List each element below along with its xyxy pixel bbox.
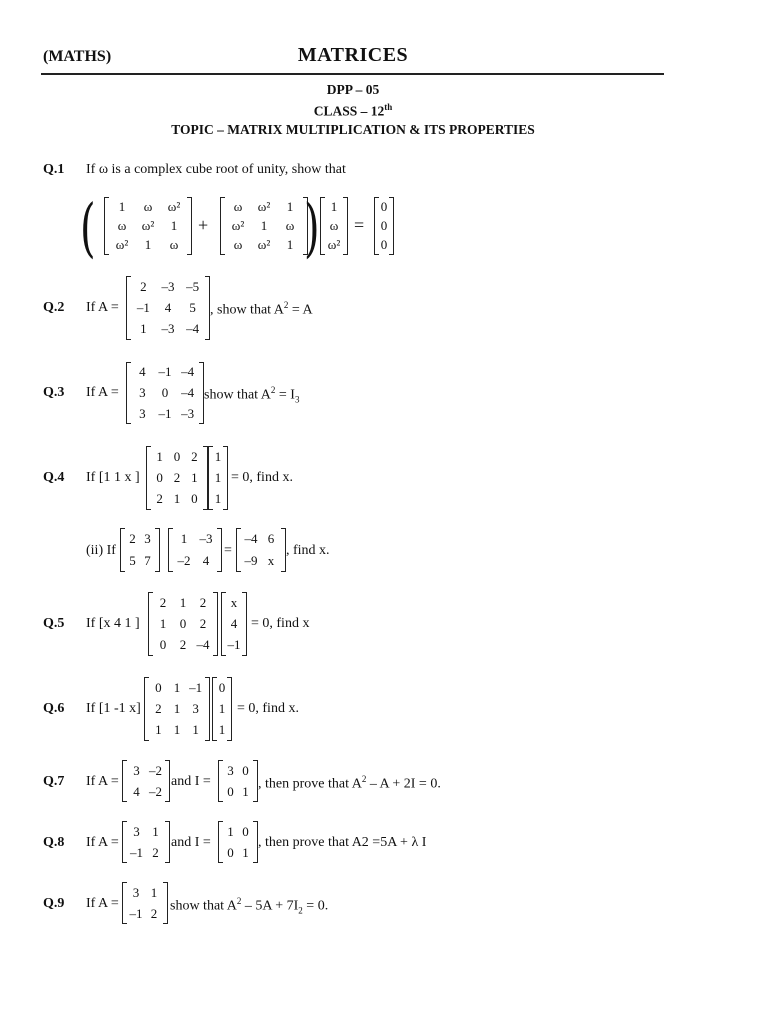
question-text: = 0, find x <box>251 616 310 631</box>
matrix-cell: –1 <box>130 844 143 860</box>
matrix-cell: 0 <box>191 491 198 507</box>
text-part: – A + 2I = 0. <box>366 776 441 792</box>
matrix-cell: –1 <box>129 905 143 921</box>
matrix-cell: –1 <box>158 405 172 421</box>
bracket-right <box>227 677 232 741</box>
matrix-cell: ω <box>233 237 243 253</box>
question-text <box>258 774 441 793</box>
matrix-cell: 1 <box>214 491 222 507</box>
matrix-cell: 4 <box>133 783 140 799</box>
text-part: , show that A <box>210 302 284 318</box>
matrix-cell: 0 <box>218 679 226 695</box>
matrix-cell: 2 <box>191 448 198 464</box>
question-number: Q.2 <box>43 300 65 315</box>
bracket-right <box>165 821 170 863</box>
matrix-cell: 1 <box>140 321 147 337</box>
subscript: 3 <box>294 394 300 405</box>
matrix-cell: 4 <box>230 615 238 631</box>
question-text: If A = <box>86 774 119 789</box>
matrix-cell: x <box>230 594 238 610</box>
matrix-cell: 2 <box>199 615 207 631</box>
matrix-cell: –3 <box>161 321 175 337</box>
bracket-right <box>242 592 247 656</box>
matrix-cell: 1 <box>173 679 181 695</box>
bracket-right <box>205 677 210 741</box>
superscript: 2 <box>361 774 367 784</box>
matrix-cell: 2 <box>156 491 163 507</box>
matrix-cell: x <box>267 553 275 568</box>
matrix <box>122 882 168 924</box>
matrix-cell: –4 <box>181 384 195 400</box>
matrix-grid <box>149 677 205 741</box>
matrix-cell: 1 <box>156 448 163 464</box>
matrix-cell: 0 <box>380 217 388 233</box>
matrix-cell: ω <box>117 217 127 233</box>
matrix-cell: 7 <box>144 553 151 568</box>
question-number: Q.8 <box>43 835 65 850</box>
matrix-cell: ω <box>233 198 243 214</box>
class-label <box>0 102 706 120</box>
matrix-grid <box>223 760 253 802</box>
matrix <box>220 197 308 255</box>
subscript: 2 <box>298 905 303 916</box>
matrix <box>218 821 258 863</box>
matrix-cell: 1 <box>242 783 249 799</box>
matrix-cell: ω² <box>141 217 155 233</box>
matrix-grid <box>213 446 223 510</box>
text-part: show that A <box>170 898 237 914</box>
matrix <box>236 528 286 572</box>
question-number: Q.4 <box>43 470 65 485</box>
operator: + <box>198 215 209 235</box>
matrix-cell: ω <box>329 217 339 233</box>
matrix <box>126 362 204 424</box>
header-divider <box>41 73 664 75</box>
matrix-cell: –2 <box>177 553 191 568</box>
matrix-cell: 0 <box>179 615 187 631</box>
matrix-grid <box>131 276 205 340</box>
matrix-cell: 0 <box>380 198 388 214</box>
matrix-grid <box>127 882 163 924</box>
matrix-cell: 2 <box>173 469 181 485</box>
matrix-cell: 2 <box>155 700 162 716</box>
matrix-grid <box>226 592 242 656</box>
bracket-right <box>155 528 160 572</box>
matrix-cell: 0 <box>156 469 163 485</box>
matrix-grid <box>127 821 165 863</box>
matrix-cell: –3 <box>199 531 213 546</box>
matrix <box>168 528 222 572</box>
matrix-cell: ω² <box>257 237 271 253</box>
matrix-grid <box>217 677 227 741</box>
matrix-cell: 2 <box>129 531 136 546</box>
matrix-cell: 1 <box>227 823 234 839</box>
zero-vector <box>374 197 394 255</box>
matrix-cell: 1 <box>330 198 338 214</box>
matrix-cell: 0 <box>242 823 249 839</box>
matrix-grid <box>325 197 343 255</box>
matrix-cell: 4 <box>202 553 210 568</box>
question-text: If A = <box>86 300 119 315</box>
question-text <box>170 896 328 915</box>
matrix-cell: 1 <box>218 722 226 738</box>
bracket-right <box>223 446 228 510</box>
bracket-right <box>163 882 168 924</box>
matrix-grid <box>127 760 165 802</box>
matrix-cell: –5 <box>186 278 200 294</box>
matrix-cell: 6 <box>267 531 275 546</box>
operator: = <box>354 215 365 235</box>
matrix-cell: 0 <box>161 384 169 400</box>
matrix-cell: 1 <box>214 448 222 464</box>
matrix-cell: 2 <box>140 278 147 294</box>
matrix-cell: 3 <box>227 762 234 778</box>
matrix-cell: ω <box>285 217 295 233</box>
matrix <box>104 197 192 255</box>
matrix <box>122 760 170 802</box>
column-vector <box>212 677 232 741</box>
text-part: = I <box>275 387 295 403</box>
matrix-grid <box>223 821 253 863</box>
matrix-cell: 1 <box>242 844 249 860</box>
bracket-right <box>389 197 394 255</box>
text-part: = 0. <box>302 898 329 914</box>
matrix <box>126 276 210 340</box>
matrix-cell: –4 <box>196 637 210 653</box>
matrix-cell: 2 <box>150 905 158 921</box>
matrix-cell: 1 <box>191 469 198 485</box>
page-title: MATRICES <box>297 44 409 66</box>
question-text: , then prove that A2 =5A + λ I <box>258 835 427 850</box>
matrix-cell: ω <box>169 237 179 253</box>
matrix <box>146 446 208 510</box>
matrix-cell: ω² <box>327 237 341 253</box>
matrix-cell: 0 <box>159 637 167 653</box>
matrix-cell: 3 <box>133 823 140 839</box>
matrix-cell: ω² <box>257 198 271 214</box>
question-number: Q.6 <box>43 701 65 716</box>
text-part: – 5A + 7I <box>241 898 299 914</box>
matrix-cell: 1 <box>159 615 167 631</box>
matrix <box>122 821 170 863</box>
matrix-cell: 1 <box>173 491 181 507</box>
matrix-cell: 2 <box>152 844 159 860</box>
matrix-cell: 0 <box>380 237 388 253</box>
matrix-cell: 1 <box>173 722 181 738</box>
matrix-cell: 1 <box>260 217 268 233</box>
dpp-label: DPP – 05 <box>326 82 380 97</box>
matrix-cell: 1 <box>179 594 187 610</box>
matrix-cell: 0 <box>173 448 181 464</box>
question-text: If [1 1 x ] <box>86 470 140 485</box>
question-text: If [1 -1 x] <box>86 701 141 716</box>
operator: = <box>224 543 232 558</box>
matrix-cell: 0 <box>155 679 162 695</box>
matrix-cell: 3 <box>132 884 140 900</box>
question-text: = 0, find x. <box>237 701 299 716</box>
matrix-cell: 2 <box>179 637 187 653</box>
question-text: If A = <box>86 896 119 911</box>
matrix-grid <box>125 528 155 572</box>
matrix-cell: 5 <box>129 553 136 568</box>
matrix-cell: 3 <box>192 700 199 716</box>
matrix-cell: –2 <box>149 783 162 799</box>
text-part: show that A <box>204 387 271 403</box>
matrix-grid <box>241 528 281 572</box>
question-text: If [x 4 1 ] <box>86 616 140 631</box>
question-number: Q.7 <box>43 774 65 789</box>
question-text: and I = <box>171 835 211 850</box>
column-vector <box>208 446 228 510</box>
matrix-cell: –1 <box>136 299 150 315</box>
bracket-right <box>213 592 218 656</box>
matrix-cell: 4 <box>139 364 146 380</box>
matrix-cell: 1 <box>286 237 294 253</box>
superscript: 2 <box>283 300 289 310</box>
matrix-cell: 1 <box>286 198 294 214</box>
matrix-cell: 1 <box>152 823 159 839</box>
matrix-cell: –3 <box>181 405 195 421</box>
matrix-grid <box>379 197 389 255</box>
question-number: Q.5 <box>43 616 65 631</box>
question-number: Q.3 <box>43 385 65 400</box>
question-text: (ii) If <box>86 543 116 558</box>
matrix-cell: 2 <box>159 594 167 610</box>
column-vector <box>320 197 348 255</box>
matrix-cell: 3 <box>139 405 146 421</box>
matrix-cell: 1 <box>170 217 178 233</box>
matrix-cell: ω² <box>115 237 129 253</box>
matrix-cell: ω² <box>167 198 181 214</box>
matrix-cell: –1 <box>158 364 172 380</box>
matrix-cell: –1 <box>189 679 203 695</box>
matrix-cell: 3 <box>144 531 151 546</box>
superscript: 2 <box>270 385 276 395</box>
matrix-cell: 3 <box>139 384 146 400</box>
topic-label: TOPIC – MATRIX MULTIPLICATION & ITS PROPERTIES <box>171 122 535 137</box>
question-number: Q.9 <box>43 896 65 911</box>
matrix-cell: –4 <box>244 531 258 546</box>
column-vector <box>221 592 247 656</box>
matrix-cell: –3 <box>161 278 175 294</box>
matrix <box>218 760 258 802</box>
matrix-cell: –4 <box>181 364 195 380</box>
matrix-cell: 0 <box>242 762 249 778</box>
bracket-right <box>217 528 222 572</box>
matrix-cell: 1 <box>150 884 158 900</box>
bracket-right <box>165 760 170 802</box>
text-part: = A <box>288 302 313 318</box>
question-text <box>210 300 313 319</box>
close-paren: ) <box>304 192 320 266</box>
question-text: If A = <box>86 835 119 850</box>
class-superscript: th <box>384 102 393 112</box>
matrix-cell: 1 <box>173 700 181 716</box>
matrix-cell: 1 <box>218 700 226 716</box>
matrix-grid <box>151 446 203 510</box>
matrix-cell: 1 <box>155 722 162 738</box>
matrix-cell: 3 <box>133 762 140 778</box>
matrix-cell: –9 <box>244 553 258 568</box>
matrix-grid <box>153 592 213 656</box>
matrix-cell: –2 <box>149 762 162 778</box>
matrix <box>148 592 218 656</box>
matrix-grid <box>225 197 303 255</box>
superscript: 2 <box>236 896 242 906</box>
matrix-grid <box>131 362 199 424</box>
text-part: , then prove that A <box>258 776 362 792</box>
question-text: , find x. <box>286 543 330 558</box>
matrix-cell: –4 <box>186 321 200 337</box>
matrix <box>120 528 160 572</box>
matrix-cell: 4 <box>164 299 172 315</box>
open-paren: ( <box>80 192 96 266</box>
bracket-right <box>187 197 192 255</box>
matrix-cell: 1 <box>144 237 152 253</box>
bracket-right <box>343 197 348 255</box>
question-text: = 0, find x. <box>231 470 293 485</box>
matrix-grid <box>109 197 187 255</box>
matrix-cell: –1 <box>227 637 241 653</box>
matrix-cell: 1 <box>180 531 188 546</box>
matrix-cell: 5 <box>189 299 196 315</box>
question-number: Q.1 <box>43 162 65 177</box>
question-text <box>204 385 299 404</box>
class-text: CLASS – 12 <box>313 103 385 119</box>
matrix-cell: 2 <box>199 594 207 610</box>
question-text: and I = <box>171 774 211 789</box>
question-text: If ω is a complex cube root of unity, show that <box>86 162 346 177</box>
matrix-cell: ω <box>143 198 153 214</box>
subject-label: (MATHS) <box>43 48 112 65</box>
matrix-cell: 1 <box>192 722 199 738</box>
matrix-cell: ω² <box>231 217 245 233</box>
matrix <box>144 677 210 741</box>
matrix-cell: 1 <box>214 469 222 485</box>
question-text: If A = <box>86 385 119 400</box>
matrix-grid <box>173 528 217 572</box>
matrix-cell: 1 <box>118 198 126 214</box>
matrix-cell: 0 <box>227 844 234 860</box>
matrix-cell: 0 <box>227 783 234 799</box>
